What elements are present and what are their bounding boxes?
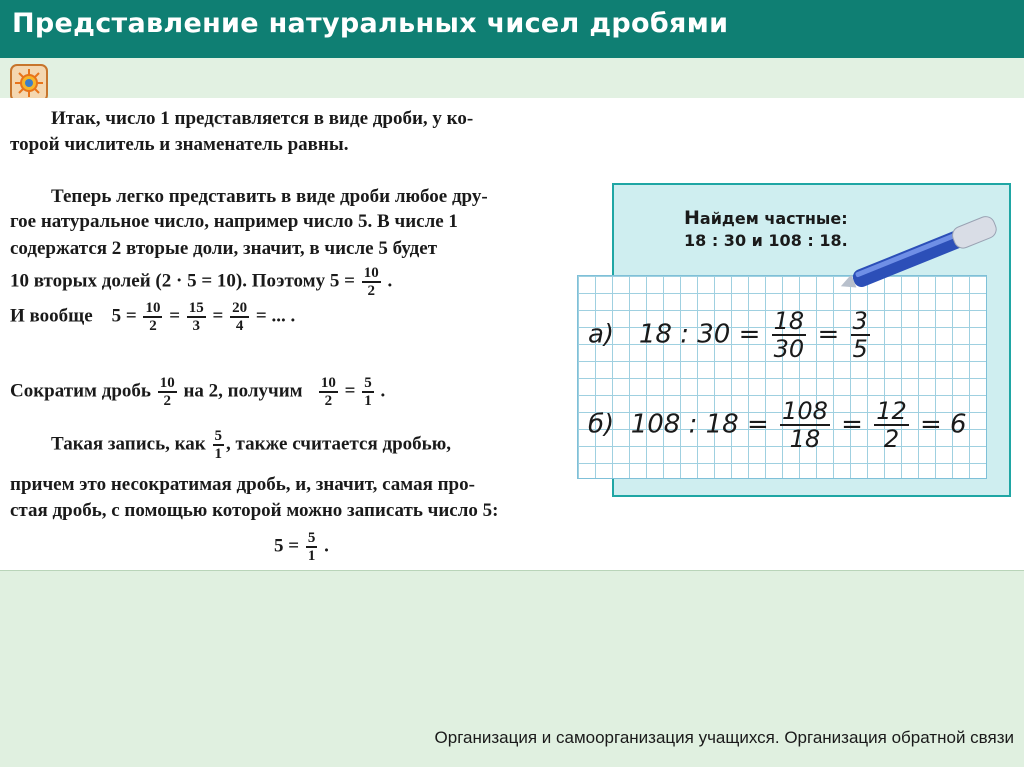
numerator: 5 <box>364 375 372 391</box>
text-segment: на 2, получим <box>183 380 303 402</box>
fraction <box>306 530 318 564</box>
denominator: 3 <box>192 318 201 334</box>
numerator: 10 <box>363 265 379 281</box>
item-label: а) <box>588 319 615 350</box>
numerator: 18 <box>773 307 805 335</box>
text-segment: . <box>387 270 393 292</box>
paragraph-line: содержатся 2 вторые доли, значит, в числе 5 будет <box>10 238 438 259</box>
fraction <box>874 398 909 452</box>
denominator: 2 <box>367 283 375 299</box>
title-bar <box>0 0 1024 58</box>
denominator: 2 <box>163 393 171 409</box>
numerator: 108 <box>782 397 828 425</box>
fraction <box>362 265 381 299</box>
final-formula <box>274 530 329 564</box>
denominator: 4 <box>235 318 244 334</box>
numerator: 5 <box>214 428 223 444</box>
subheader-strip <box>0 58 1024 99</box>
text-segment: , также считается дробью, <box>226 433 451 455</box>
panel-title <box>684 207 848 252</box>
expression: 108 : 18 = <box>630 409 769 440</box>
numerator: 10 <box>320 375 336 391</box>
denominator: 18 <box>789 425 821 453</box>
expression: 18 : 30 = <box>638 319 761 350</box>
handwritten-example-a <box>588 308 873 362</box>
fraction <box>362 375 374 409</box>
fraction <box>143 300 162 334</box>
result: = 6 <box>920 409 967 440</box>
fraction <box>780 398 830 452</box>
paragraph-line: Итак, число 1 представляется в виде дроби, у ко- <box>51 108 474 129</box>
equals-sign: = <box>344 380 356 402</box>
fraction <box>772 308 807 362</box>
equals-sign: = <box>841 409 863 440</box>
general-formula <box>10 300 295 334</box>
denominator: 2 <box>324 393 333 409</box>
title-line-2: 18 : 30 и 108 : 18. <box>684 231 848 250</box>
paragraph-line: стая дробь, с помощью которой можно записать число 5: <box>10 500 499 521</box>
reduce-line <box>10 375 385 409</box>
denominator: 2 <box>149 318 157 334</box>
numerator: 3 <box>852 307 868 335</box>
handwritten-example-b <box>588 398 967 452</box>
text-segment: . <box>324 535 329 557</box>
page-title: Представление натуральных чисел дробями <box>12 8 729 39</box>
paragraph-line: причем это несократимая дробь, и, значит, самая про- <box>10 474 475 495</box>
title-rest: айдем частные: <box>699 209 848 228</box>
text-segment: Сократим дробь <box>10 380 151 402</box>
fraction <box>230 300 249 334</box>
numerator: 15 <box>188 300 204 316</box>
paragraph-line: Теперь легко представить в виде дроби любое дру- <box>51 186 488 207</box>
sun-badge-icon <box>10 64 48 102</box>
numerator: 20 <box>232 300 248 316</box>
equals-sign: = <box>817 319 840 350</box>
numerator: 5 <box>307 530 316 546</box>
footer-text: Организация и самоорганизация учащихся. Организация обратной связи <box>434 728 1014 747</box>
text-segment: 10 вторых долей (2 · 5 = 10). Поэтому 5 = <box>10 270 355 292</box>
text-segment: Такая запись, как <box>51 433 206 455</box>
paragraph-line <box>10 265 392 299</box>
fraction <box>187 300 206 334</box>
fraction <box>319 375 338 409</box>
denominator: 30 <box>773 335 805 363</box>
item-label: б) <box>588 409 615 440</box>
fraction <box>213 428 225 462</box>
ellipsis: = ... . <box>255 305 296 327</box>
denominator: 1 <box>214 446 223 462</box>
text-segment: . <box>380 380 386 402</box>
denominator: 1 <box>364 393 372 409</box>
paragraph-line: гое натуральное число, например число 5. В числе 1 <box>10 211 458 232</box>
text-segment: 5 = <box>274 535 300 557</box>
pen-icon <box>838 212 1008 292</box>
footer <box>0 716 1024 756</box>
equals-sign: = <box>169 305 181 327</box>
denominator: 1 <box>307 548 316 564</box>
equals-sign: = <box>212 305 224 327</box>
paragraph-line <box>51 428 451 462</box>
denominator: 5 <box>852 335 868 363</box>
numerator: 12 <box>876 397 907 425</box>
title-initial: Н <box>684 207 700 229</box>
text-segment: И вообще <box>10 305 93 327</box>
text-segment: 5 = <box>111 305 137 327</box>
paragraph-line: торой числитель и знаменатель равны. <box>10 134 349 155</box>
denominator: 2 <box>883 425 900 453</box>
fraction <box>851 308 870 362</box>
numerator: 10 <box>159 375 175 391</box>
fraction <box>158 375 177 409</box>
numerator: 10 <box>145 300 161 316</box>
